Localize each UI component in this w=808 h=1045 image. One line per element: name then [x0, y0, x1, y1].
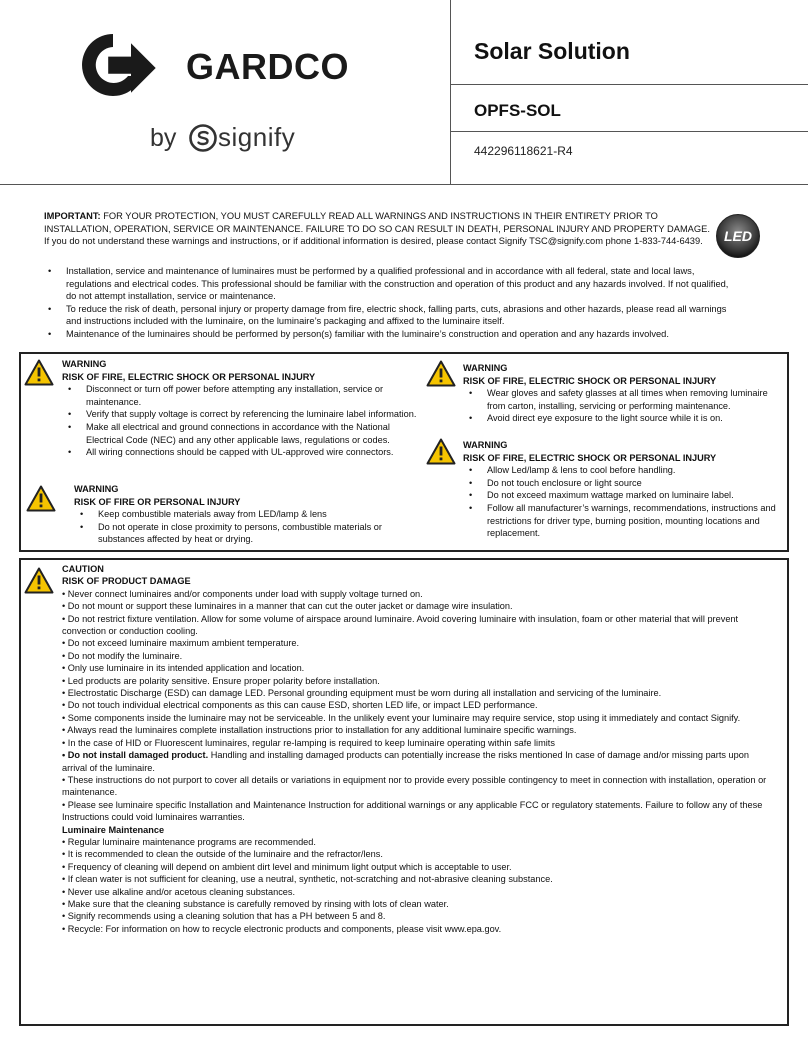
- list-item: • Maintenance of the luminaires should be performed by person(s) familiar with the luminaire’s construction and operation and any hazards involved.: [40, 328, 740, 341]
- list-item: • Led products are polarity sensitive. Ensure proper polarity before installation.: [62, 675, 380, 686]
- important-label: IMPORTANT:: [44, 211, 101, 221]
- list-item: • Never use alkaline and/or acetous cleaning substances.: [62, 886, 296, 897]
- caution-risk: RISK OF PRODUCT DAMAGE: [62, 576, 191, 587]
- caution-content: [62, 563, 774, 935]
- warning-block-2: [74, 483, 414, 546]
- list-item: • Verify that supply voltage is correct by referencing the luminaire label information.: [62, 408, 422, 421]
- warning-block-1: [62, 358, 422, 459]
- list-item: • Follow all manufacturer’s warnings, recommendations, instructions and restrictions for driver type, burning position, mounting locations and replacement.: [463, 502, 783, 540]
- damaged-product-warning: • Do not install damaged product.: [62, 750, 209, 761]
- document-header: [0, 0, 808, 185]
- parent-brand: signify: [218, 122, 296, 152]
- list-item: • Make sure that the cleaning substance is carefully removed by rinsing with lots of clean water.: [62, 898, 449, 909]
- list-item: • Regular luminaire maintenance programs are recommended.: [62, 836, 316, 847]
- list-item: • Keep combustible materials away from LED/lamp & lens: [74, 508, 414, 521]
- list-item: • Installation, service and maintenance of luminaires must be performed by a qualified professional and in accordance with all federal, state and local laws, regulations and electrical codes. This professional should be familiar with the construction and operation of this product and any hazards involved. If not qualified, do not attempt installation, service or maintenance.: [40, 265, 740, 303]
- list-item: • Do not touch enclosure or light source: [463, 477, 783, 490]
- warning-label: WARNING: [463, 440, 508, 450]
- warning-block-4: [463, 439, 783, 540]
- list-item: • Do not restrict fixture ventilation. Allow for some volume of airspace around luminaire. Avoid covering luminaire with insulation, foam or other material that will prevent convection or conduction cooling.: [62, 613, 739, 637]
- list-item: • Some components inside the luminaire may not be serviceable. In the unlikely event your luminaire may require service, stop using it immediately and contact Signify.: [62, 712, 741, 723]
- by-label: by: [150, 124, 177, 152]
- list-item: • Do not mount or support these luminaires in a manner that can cut the outer jacket or damage wire insulation.: [62, 601, 513, 612]
- led-badge-text: LED: [724, 228, 752, 244]
- led-badge-icon: [715, 213, 761, 259]
- maintenance-title: Luminaire Maintenance: [62, 824, 165, 835]
- warning-label: WARNING: [62, 359, 107, 369]
- product-title: Solar Solution: [474, 38, 630, 64]
- list-item: • Wear gloves and safety glasses at all times when removing luminaire from carton, installing, servicing or performing maintenance.: [463, 387, 783, 412]
- list-item: • Recycle: For information on how to recycle electronic products and components, please visit www.epa.gov.: [62, 923, 502, 934]
- warning-label: WARNING: [463, 363, 508, 373]
- warning-block-3: [463, 362, 783, 425]
- header-bottom-rule: [0, 184, 808, 185]
- warning-triangle-icon: [24, 359, 54, 386]
- list-item: • In the case of HID or Fluorescent luminaires, regular re-lamping is required to keep luminaire operating within safe limits: [62, 737, 555, 748]
- title-divider: [450, 84, 808, 85]
- brand-name: GARDCO: [186, 46, 349, 87]
- list-item: • Never connect luminaires and/or components under load with supply voltage turned on.: [62, 588, 423, 599]
- warning-triangle-icon: [426, 438, 456, 465]
- list-item: • Do not operate in close proximity to persons, combustible materials or substances affected by heat or drying.: [74, 521, 414, 546]
- list-item: • Electrostatic Discharge (ESD) can damage LED. Personal grounding equipment must be worn during all installation and servicing of the luminaire.: [62, 688, 662, 699]
- document-number: 442296118621-R4: [474, 144, 573, 158]
- list-item: [62, 749, 774, 774]
- list-item: • These instructions do not purport to cover all details or variations in equipment nor to provide every possible contingency to meet in connection with installation, operation or maintenance.: [62, 774, 767, 798]
- warning-risk: RISK OF FIRE OR PERSONAL INJURY: [74, 496, 241, 507]
- model-code: OPFS-SOL: [474, 101, 561, 120]
- important-notice: [44, 210, 712, 248]
- list-item: • Frequency of cleaning will depend on ambient dirt level and minimum light output which is acceptable to user.: [62, 861, 512, 872]
- warning-risk: RISK OF FIRE, ELECTRIC SHOCK OR PERSONAL INJURY: [463, 452, 717, 463]
- warning-risk: RISK OF FIRE, ELECTRIC SHOCK OR PERSONAL INJURY: [463, 375, 717, 386]
- list-item: • All wiring connections should be capped with UL-approved wire connectors.: [62, 446, 422, 459]
- list-item: • If clean water is not sufficient for cleaning, use a neutral, synthetic, not-scratching and not-abrasive cleaning substance.: [62, 874, 553, 885]
- gardco-logo-icon: [78, 30, 168, 100]
- list-item: • Signify recommends using a cleaning solution that has a PH between 5 and 8.: [62, 911, 386, 922]
- warning-risk: RISK OF FIRE, ELECTRIC SHOCK OR PERSONAL INJURY: [62, 371, 316, 382]
- warning-triangle-icon: [26, 485, 56, 512]
- general-safety-list: [40, 265, 740, 341]
- header-divider: [450, 0, 451, 185]
- warning-triangle-icon: [426, 360, 456, 387]
- list-item: • Please see luminaire specific Installation and Maintenance Instruction for additional warnings or any applicable FCC or regulatory statements. Failure to follow any of these Instructions could void luminaires warranties.: [62, 799, 763, 823]
- signify-s-icon: [188, 123, 218, 153]
- list-item: • Only use luminaire in its intended application and location.: [62, 663, 305, 674]
- list-item: • Make all electrical and ground connections in accordance with the National Electrical Code (NEC) and any other applicable laws, regulations or codes.: [62, 421, 422, 446]
- damaged-product-text: Handling and installing damaged products can potentially increase the risks mentioned In case of damage and/or missing parts upon arrival of the luminaire.: [62, 750, 749, 773]
- caution-label: CAUTION: [62, 564, 104, 574]
- list-item: • Do not exceed maximum wattage marked on luminaire label.: [463, 489, 783, 502]
- list-item: • It is recommended to clean the outside of the luminaire and the refractor/lens.: [62, 849, 383, 860]
- list-item: • Do not modify the luminaire.: [62, 650, 183, 661]
- list-item: • Do not exceed luminaire maximum ambient temperature.: [62, 638, 300, 649]
- warning-label: WARNING: [74, 484, 119, 494]
- model-divider: [450, 131, 808, 132]
- list-item: • Always read the luminaires complete installation instructions prior to installation for any additional luminaire specific warnings.: [62, 725, 577, 736]
- list-item: • Do not touch individual electrical components as this can cause ESD, shorten LED life, or impact LED performance.: [62, 700, 538, 711]
- caution-triangle-icon: [24, 567, 54, 594]
- list-item: • Disconnect or turn off power before attempting any installation, service or maintenance.: [62, 383, 422, 408]
- list-item: • Avoid direct eye exposure to the light source while it is on.: [463, 412, 783, 425]
- list-item: • To reduce the risk of death, personal injury or property damage from fire, electric shock, falling parts, cuts, abrasions and other hazards, please read all warnings and instructions included with the luminaire, on the luminaire’s packaging and affixed to the luminaire itself.: [40, 303, 740, 328]
- list-item: • Allow Led/lamp & lens to cool before handling.: [463, 464, 783, 477]
- important-text: FOR YOUR PROTECTION, YOU MUST CAREFULLY READ ALL WARNINGS AND INSTRUCTIONS IN THEIR ENTIRETY PRIOR TO INSTALLATION, OPERATION, SERVICE OR MAINTENANCE. FAILURE TO DO SO CAN RESULT IN DEATH, PERSONAL INJURY AND PROPERTY DAMAGE. If you do not understand these warnings and instructions, or if additional information is desired, please contact Signify TSC@signify.com phone 1-833-744-6439.: [44, 211, 710, 247]
